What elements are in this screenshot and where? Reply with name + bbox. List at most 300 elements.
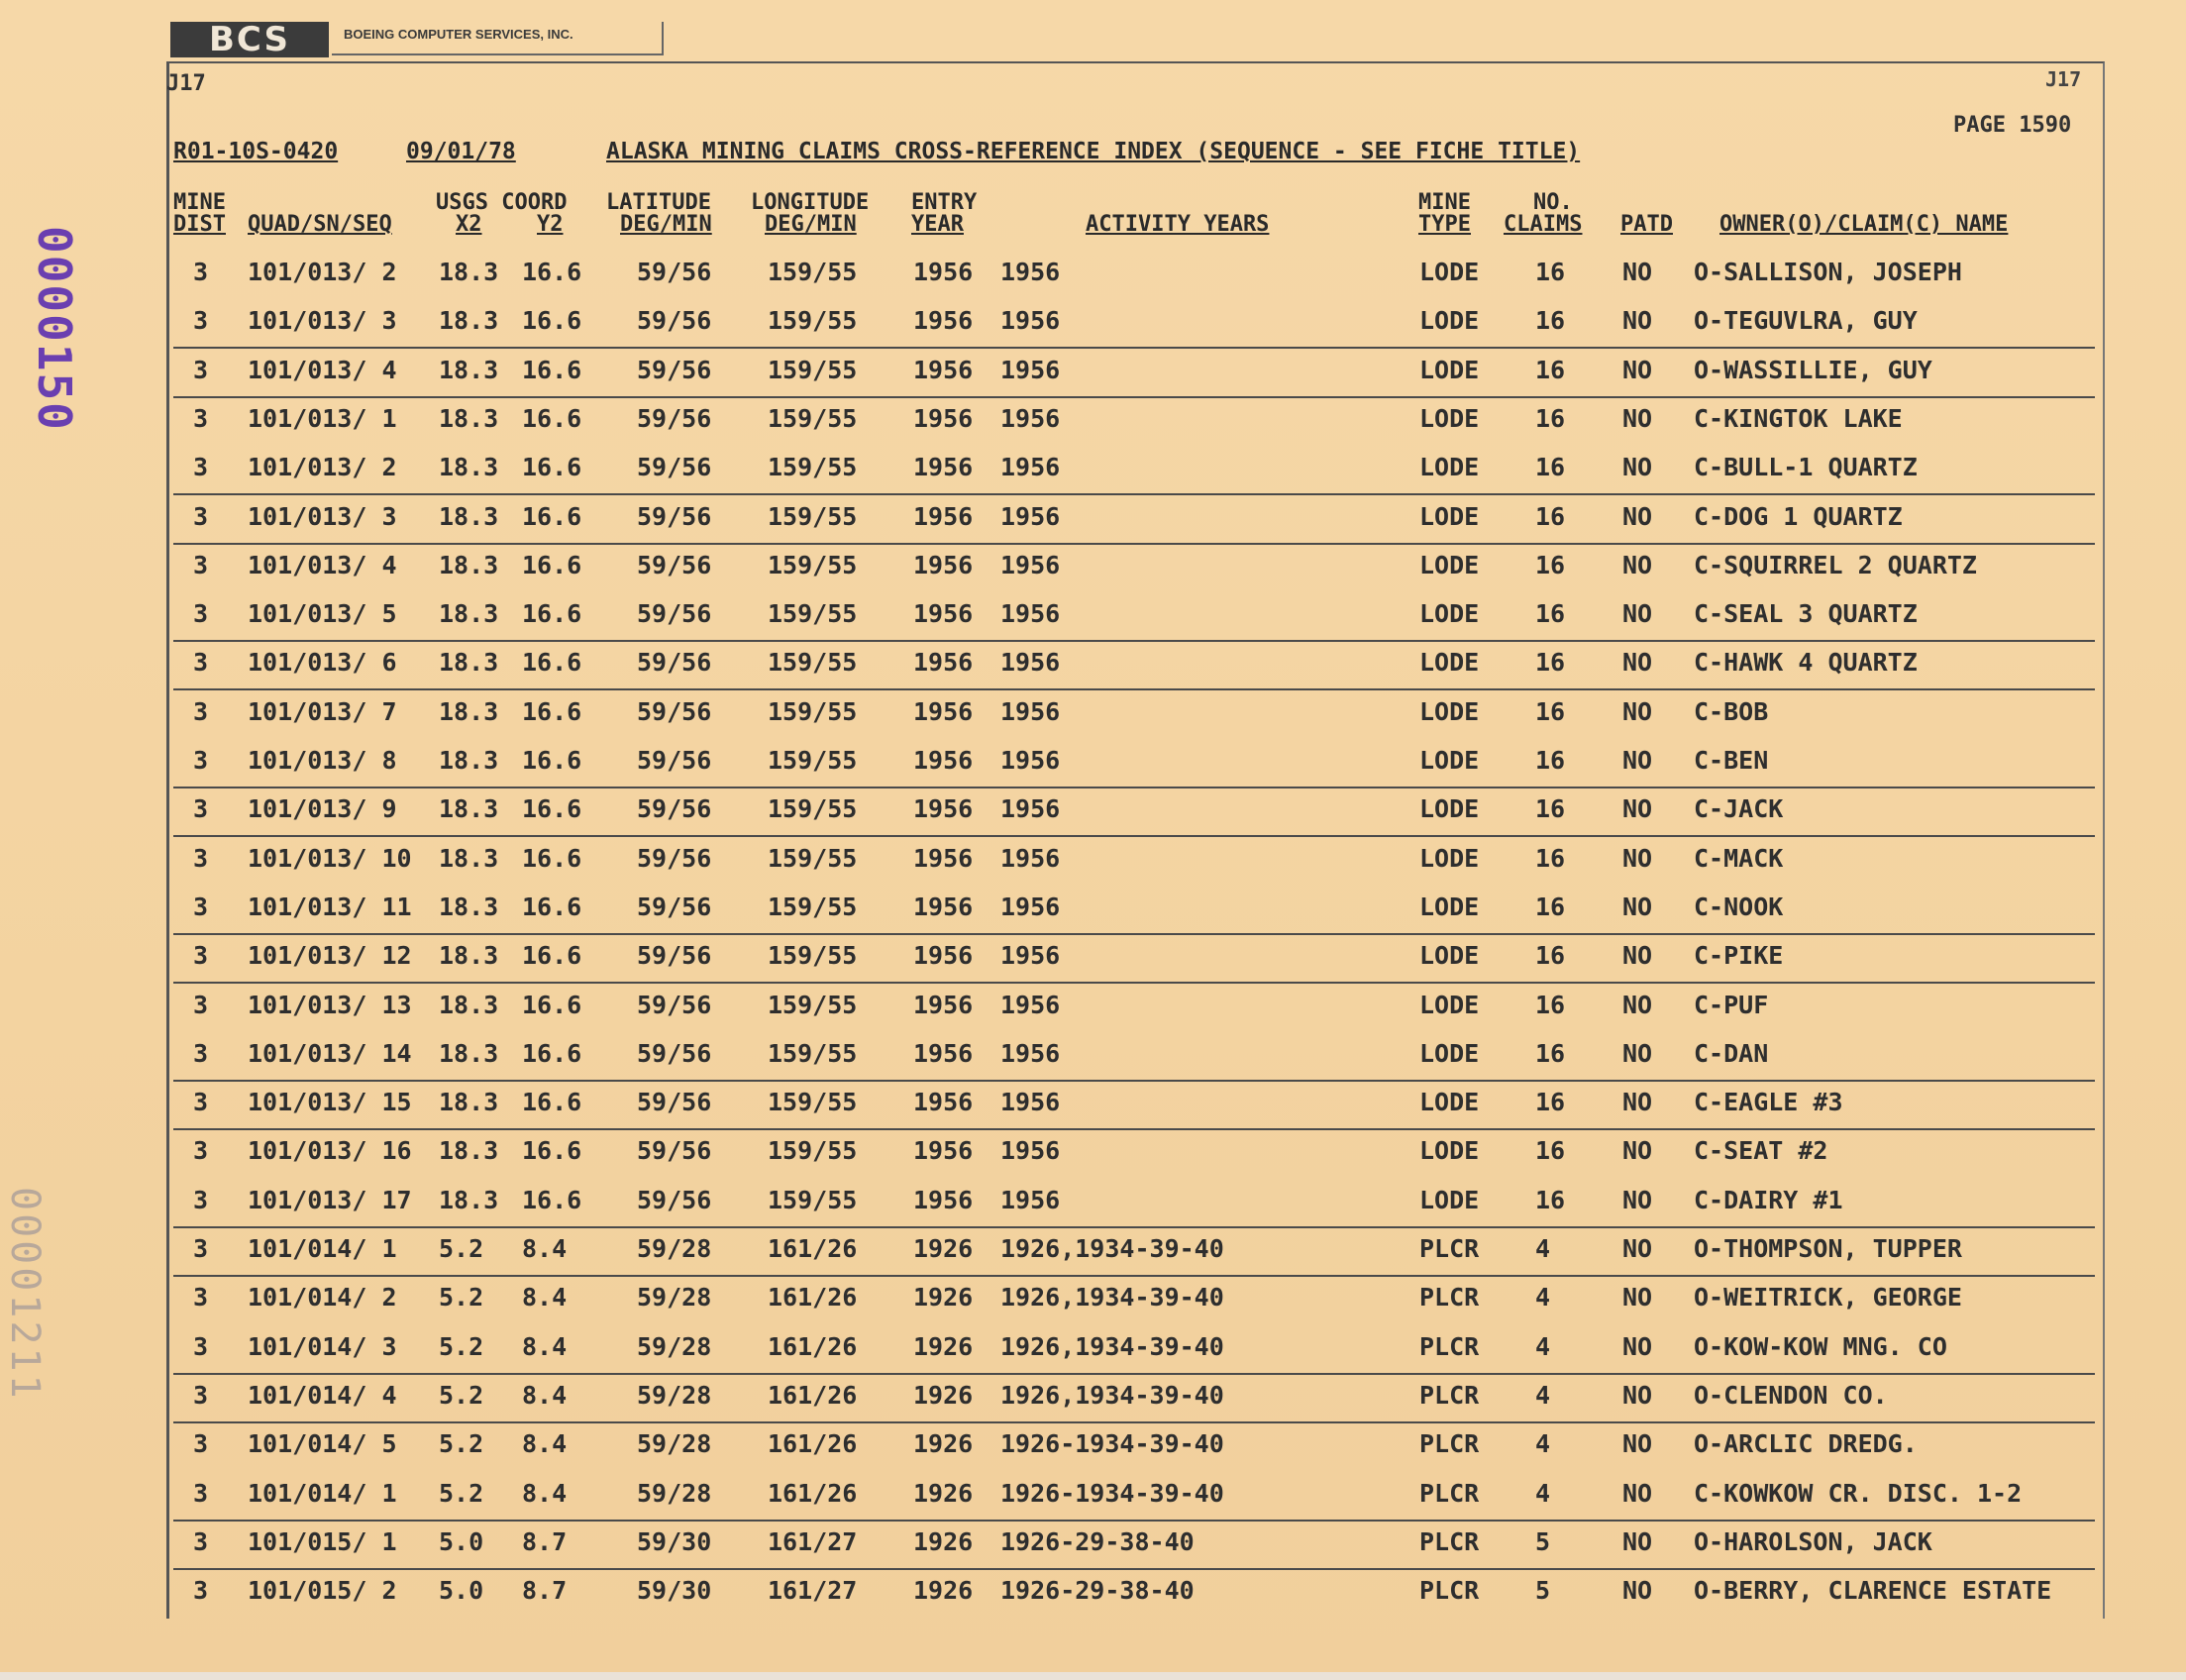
cell-usgs-y: 8.4 [522,1283,568,1312]
cell-usgs-y: 16.6 [522,746,582,775]
cell-claims-count: 16 [1535,794,1566,823]
cell-activity-years: 1956 [1000,404,1061,433]
cell-entry-year: 1956 [913,306,974,335]
cell-longitude: 159/55 [768,453,858,481]
cell-usgs-y: 16.6 [522,991,582,1019]
cell-usgs-x: 18.3 [439,404,499,433]
cell-owner-claim-name: C-DAN [1694,1039,1769,1068]
cell-patented: NO [1622,404,1653,433]
cell-longitude: 159/55 [768,1186,858,1214]
cell-mine-type: LODE [1419,306,1480,335]
cell-entry-year: 1926 [913,1429,974,1458]
cell-usgs-x: 5.2 [439,1332,484,1361]
cell-claims-count: 4 [1535,1381,1551,1410]
cell-activity-years: 1956 [1000,844,1061,873]
cell-claims-count: 4 [1535,1429,1551,1458]
cell-latitude: 59/28 [637,1381,712,1410]
table-row [173,1421,2095,1470]
cell-longitude: 159/55 [768,794,858,823]
cell-quad-sn-seq: 101/013/ 2 [248,453,397,481]
cell-longitude: 161/26 [768,1381,858,1410]
table-row [173,1471,2095,1522]
cell-activity-years: 1926-29-38-40 [1000,1576,1195,1605]
cell-usgs-y: 16.6 [522,599,582,628]
cell-latitude: 59/56 [637,306,712,335]
cell-entry-year: 1926 [913,1381,974,1410]
table-row [173,1275,2095,1323]
cell-claims-count: 16 [1535,1039,1566,1068]
cell-owner-claim-name: C-KINGTOK LAKE [1694,404,1903,433]
cell-latitude: 59/56 [637,551,712,579]
cell-entry-year: 1956 [913,991,974,1019]
cell-mine-dist: 3 [193,844,209,873]
company-name: BOEING COMPUTER SERVICES, INC. [332,22,664,55]
cell-activity-years: 1956 [1000,258,1061,286]
cell-latitude: 59/30 [637,1576,712,1605]
cell-patented: NO [1622,502,1653,531]
cell-owner-claim-name: C-HAWK 4 QUARTZ [1694,648,1918,677]
cell-longitude: 161/26 [768,1332,858,1361]
cell-usgs-x: 18.3 [439,1186,499,1214]
cell-usgs-y: 8.4 [522,1479,568,1508]
cell-patented: NO [1622,599,1653,628]
cell-mine-dist: 3 [193,599,209,628]
header-claims-1: NO. [1533,190,1573,215]
cell-usgs-y: 16.6 [522,1039,582,1068]
cell-usgs-x: 18.3 [439,258,499,286]
cell-usgs-y: 16.6 [522,697,582,726]
cell-mine-type: PLCR [1419,1332,1480,1361]
cell-usgs-y: 8.4 [522,1234,568,1263]
header-usgs: USGS COORD [436,190,568,215]
cell-usgs-y: 16.6 [522,356,582,384]
cell-mine-type: PLCR [1419,1234,1480,1263]
cell-quad-sn-seq: 101/013/ 7 [248,697,397,726]
cell-patented: NO [1622,648,1653,677]
cell-mine-type: PLCR [1419,1479,1480,1508]
cell-owner-claim-name: C-MACK [1694,844,1784,873]
cell-mine-type: LODE [1419,648,1480,677]
cell-mine-type: LODE [1419,1039,1480,1068]
cell-mine-dist: 3 [193,697,209,726]
header-mine-dist-1: MINE [173,190,226,215]
cell-mine-type: LODE [1419,991,1480,1019]
cell-patented: NO [1622,1186,1653,1214]
cell-mine-type: LODE [1419,1088,1480,1116]
cell-mine-type: LODE [1419,941,1480,970]
cell-claims-count: 16 [1535,306,1566,335]
cell-owner-claim-name: C-DAIRY #1 [1694,1186,1843,1214]
cell-quad-sn-seq: 101/014/ 5 [248,1429,397,1458]
cell-longitude: 161/27 [768,1527,858,1556]
cell-mine-dist: 3 [193,794,209,823]
cell-activity-years: 1926,1934-39-40 [1000,1381,1224,1410]
cell-quad-sn-seq: 101/013/ 12 [248,941,412,970]
cell-activity-years: 1956 [1000,502,1061,531]
table-row [173,836,2095,885]
cell-owner-claim-name: C-BOB [1694,697,1769,726]
cell-quad-sn-seq: 101/014/ 1 [248,1234,397,1263]
cell-usgs-x: 18.3 [439,1039,499,1068]
table-row [173,1226,2095,1277]
cell-entry-year: 1956 [913,453,974,481]
cell-claims-count: 16 [1535,648,1566,677]
cell-claims-count: 16 [1535,356,1566,384]
cell-quad-sn-seq: 101/013/ 3 [248,306,397,335]
cell-mine-dist: 3 [193,1136,209,1165]
cell-longitude: 159/55 [768,1039,858,1068]
header-entry: ENTRY [911,190,978,215]
page-number: PAGE 1590 [1953,113,2072,138]
header-owner: OWNER(O)/CLAIM(C) NAME [1719,212,2009,237]
cell-usgs-x: 18.3 [439,892,499,921]
cell-longitude: 159/55 [768,1088,858,1116]
cell-quad-sn-seq: 101/013/ 9 [248,794,397,823]
cell-quad-sn-seq: 101/013/ 15 [248,1088,412,1116]
cell-latitude: 59/56 [637,356,712,384]
cell-mine-dist: 3 [193,1527,209,1556]
cell-mine-type: PLCR [1419,1576,1480,1605]
cell-activity-years: 1956 [1000,1136,1061,1165]
cell-owner-claim-name: O-THOMPSON, TUPPER [1694,1234,1962,1263]
cell-usgs-x: 18.3 [439,844,499,873]
cell-usgs-y: 8.7 [522,1576,568,1605]
cell-entry-year: 1956 [913,258,974,286]
cell-quad-sn-seq: 101/014/ 1 [248,1479,397,1508]
cell-usgs-x: 18.3 [439,306,499,335]
header-longitude-unit: DEG/MIN [765,212,857,237]
cell-mine-type: LODE [1419,746,1480,775]
cell-latitude: 59/28 [637,1283,712,1312]
cell-mine-type: PLCR [1419,1429,1480,1458]
header-quad: QUAD/SN/SEQ [248,212,392,237]
cell-entry-year: 1956 [913,941,974,970]
cell-mine-type: PLCR [1419,1283,1480,1312]
cell-claims-count: 4 [1535,1234,1551,1263]
cell-entry-year: 1956 [913,1136,974,1165]
cell-usgs-y: 16.6 [522,892,582,921]
cell-quad-sn-seq: 101/013/ 13 [248,991,412,1019]
table-row [173,591,2095,642]
cell-mine-dist: 3 [193,551,209,579]
cell-latitude: 59/56 [637,1136,712,1165]
cell-entry-year: 1956 [913,599,974,628]
cell-mine-type: LODE [1419,599,1480,628]
table-row [173,494,2095,545]
cell-quad-sn-seq: 101/015/ 2 [248,1576,397,1605]
cell-activity-years: 1956 [1000,599,1061,628]
cell-owner-claim-name: C-PUF [1694,991,1769,1019]
cell-claims-count: 4 [1535,1479,1551,1508]
cell-latitude: 59/56 [637,746,712,775]
cell-usgs-x: 18.3 [439,453,499,481]
cell-usgs-y: 8.4 [522,1332,568,1361]
cell-longitude: 159/55 [768,551,858,579]
cell-usgs-x: 18.3 [439,746,499,775]
header-mine-dist-2: DIST [173,212,226,237]
cell-activity-years: 1956 [1000,551,1061,579]
cell-quad-sn-seq: 101/014/ 3 [248,1332,397,1361]
cell-longitude: 159/55 [768,306,858,335]
cell-activity-years: 1926-1934-39-40 [1000,1429,1224,1458]
cell-claims-count: 16 [1535,941,1566,970]
cell-usgs-y: 16.6 [522,502,582,531]
header-latitude: LATITUDE [606,190,711,215]
table-row [173,298,2095,349]
cell-entry-year: 1956 [913,794,974,823]
cell-claims-count: 16 [1535,551,1566,579]
cell-usgs-x: 18.3 [439,648,499,677]
cell-quad-sn-seq: 101/013/ 3 [248,502,397,531]
header-claims-2: CLAIMS [1504,212,1583,237]
sheet-edge [0,1672,2186,1680]
cell-usgs-y: 8.4 [522,1429,568,1458]
cell-activity-years: 1956 [1000,746,1061,775]
cell-mine-dist: 3 [193,1088,209,1116]
cell-usgs-y: 16.6 [522,258,582,286]
header-activity: ACTIVITY YEARS [1086,212,1270,237]
cell-activity-years: 1926-1934-39-40 [1000,1479,1224,1508]
cell-patented: NO [1622,1136,1653,1165]
cell-mine-dist: 3 [193,356,209,384]
cell-owner-claim-name: C-PIKE [1694,941,1784,970]
cell-claims-count: 5 [1535,1527,1551,1556]
cell-mine-dist: 3 [193,502,209,531]
cell-longitude: 159/55 [768,356,858,384]
table-row [173,885,2095,935]
cell-longitude: 159/55 [768,502,858,531]
cell-mine-type: LODE [1419,697,1480,726]
cell-quad-sn-seq: 101/013/ 17 [248,1186,412,1214]
cell-quad-sn-seq: 101/014/ 2 [248,1283,397,1312]
cell-claims-count: 16 [1535,1136,1566,1165]
cell-activity-years: 1956 [1000,794,1061,823]
cell-mine-dist: 3 [193,1283,209,1312]
cell-patented: NO [1622,794,1653,823]
cell-patented: NO [1622,1283,1653,1312]
cell-longitude: 159/55 [768,404,858,433]
cell-mine-dist: 3 [193,258,209,286]
header-usgs-x: X2 [456,212,482,237]
cell-entry-year: 1956 [913,404,974,433]
cell-claims-count: 16 [1535,892,1566,921]
cell-activity-years: 1956 [1000,1088,1061,1116]
cell-latitude: 59/56 [637,453,712,481]
cell-latitude: 59/56 [637,1039,712,1068]
cell-owner-claim-name: O-KOW-KOW MNG. CO [1694,1332,1947,1361]
cell-claims-count: 16 [1535,599,1566,628]
bcs-logo: BCS [170,22,329,57]
cell-patented: NO [1622,697,1653,726]
cell-activity-years: 1956 [1000,306,1061,335]
cell-entry-year: 1926 [913,1479,974,1508]
cell-patented: NO [1622,892,1653,921]
cell-mine-dist: 3 [193,648,209,677]
cell-usgs-y: 16.6 [522,794,582,823]
cell-mine-dist: 3 [193,991,209,1019]
cell-entry-year: 1956 [913,502,974,531]
cell-owner-claim-name: O-TEGUVLRA, GUY [1694,306,1918,335]
table-row [173,348,2095,398]
cell-patented: NO [1622,356,1653,384]
cell-patented: NO [1622,551,1653,579]
cell-entry-year: 1926 [913,1234,974,1263]
cell-mine-dist: 3 [193,1381,209,1410]
table-row [173,787,2095,837]
cell-owner-claim-name: O-CLENDON CO. [1694,1381,1888,1410]
cell-usgs-y: 16.6 [522,306,582,335]
cell-latitude: 59/56 [637,844,712,873]
table-row [173,933,2095,984]
report-id: R01-10S-0420 [173,139,339,164]
cell-quad-sn-seq: 101/013/ 4 [248,551,397,579]
cell-activity-years: 1926,1934-39-40 [1000,1332,1224,1361]
cell-usgs-y: 8.7 [522,1527,568,1556]
cell-longitude: 161/26 [768,1283,858,1312]
table-row [173,983,2095,1031]
cell-mine-dist: 3 [193,1234,209,1263]
cell-activity-years: 1956 [1000,1039,1061,1068]
cell-patented: NO [1622,1234,1653,1263]
cell-entry-year: 1956 [913,892,974,921]
cell-usgs-x: 18.3 [439,551,499,579]
cell-mine-dist: 3 [193,1479,209,1508]
cell-mine-dist: 3 [193,306,209,335]
cell-owner-claim-name: C-SQUIRREL 2 QUARTZ [1694,551,1977,579]
cell-mine-dist: 3 [193,1332,209,1361]
cell-usgs-x: 5.2 [439,1429,484,1458]
cell-mine-type: PLCR [1419,1527,1480,1556]
table-row [173,1520,2095,1570]
cell-longitude: 161/27 [768,1576,858,1605]
cell-activity-years: 1926,1934-39-40 [1000,1283,1224,1312]
cell-latitude: 59/56 [637,991,712,1019]
cell-usgs-x: 18.3 [439,941,499,970]
cell-claims-count: 16 [1535,991,1566,1019]
cell-patented: NO [1622,1576,1653,1605]
cell-latitude: 59/56 [637,258,712,286]
table-row [173,1031,2095,1082]
cell-mine-type: LODE [1419,1136,1480,1165]
cell-latitude: 59/28 [637,1234,712,1263]
cell-usgs-x: 18.3 [439,991,499,1019]
cell-patented: NO [1622,1088,1653,1116]
cell-mine-type: LODE [1419,356,1480,384]
cell-usgs-x: 5.2 [439,1381,484,1410]
cell-owner-claim-name: C-KOWKOW CR. DISC. 1-2 [1694,1479,2023,1508]
cell-mine-dist: 3 [193,892,209,921]
cell-longitude: 159/55 [768,599,858,628]
header-longitude: LONGITUDE [751,190,870,215]
cell-owner-claim-name: O-WASSILLIE, GUY [1694,356,1932,384]
cell-usgs-x: 18.3 [439,1136,499,1165]
cell-activity-years: 1956 [1000,941,1061,970]
cell-usgs-y: 16.6 [522,1186,582,1214]
cell-quad-sn-seq: 101/013/ 8 [248,746,397,775]
header-patd: PATD [1620,212,1673,237]
cell-usgs-y: 16.6 [522,1088,582,1116]
fiche-tag-right: J17 [2045,67,2082,91]
table-row [173,689,2095,738]
table-row [173,1080,2095,1130]
cell-activity-years: 1956 [1000,697,1061,726]
cell-owner-claim-name: O-HAROLSON, JACK [1694,1527,1932,1556]
cell-longitude: 159/55 [768,844,858,873]
table-row [173,250,2095,298]
cell-patented: NO [1622,746,1653,775]
cell-patented: NO [1622,1332,1653,1361]
cell-latitude: 59/56 [637,892,712,921]
table-row [173,1178,2095,1228]
cell-usgs-y: 16.6 [522,551,582,579]
cell-entry-year: 1926 [913,1527,974,1556]
cell-mine-type: LODE [1419,551,1480,579]
fiche-tag-left: J17 [166,71,206,96]
cell-patented: NO [1622,941,1653,970]
table-row [173,396,2095,445]
cell-activity-years: 1956 [1000,648,1061,677]
cell-claims-count: 16 [1535,502,1566,531]
cell-usgs-x: 5.2 [439,1479,484,1508]
cell-usgs-y: 16.6 [522,1136,582,1165]
frame-number-stamp: 0000150 [28,226,81,432]
header-mine-type-1: MINE [1418,190,1471,215]
cell-entry-year: 1956 [913,1039,974,1068]
cell-quad-sn-seq: 101/013/ 14 [248,1039,412,1068]
cell-longitude: 159/55 [768,258,858,286]
cell-mine-dist: 3 [193,453,209,481]
cell-quad-sn-seq: 101/014/ 4 [248,1381,397,1410]
cell-claims-count: 5 [1535,1576,1551,1605]
table-row [173,640,2095,690]
cell-latitude: 59/56 [637,1186,712,1214]
cell-owner-claim-name: O-BERRY, CLARENCE ESTATE [1694,1576,2052,1605]
cell-quad-sn-seq: 101/013/ 10 [248,844,412,873]
table-row [173,1373,2095,1423]
cell-latitude: 59/56 [637,1088,712,1116]
header-mine-type-2: TYPE [1418,212,1471,237]
cell-claims-count: 16 [1535,697,1566,726]
sheet-number-stamp: 00001211 [2,1187,48,1402]
cell-latitude: 59/30 [637,1527,712,1556]
cell-owner-claim-name: C-BULL-1 QUARTZ [1694,453,1918,481]
cell-owner-claim-name: O-SALLISON, JOSEPH [1694,258,1962,286]
cell-entry-year: 1956 [913,648,974,677]
cell-entry-year: 1956 [913,844,974,873]
cell-claims-count: 4 [1535,1283,1551,1312]
cell-latitude: 59/56 [637,697,712,726]
cell-patented: NO [1622,258,1653,286]
cell-patented: NO [1622,1381,1653,1410]
cell-mine-type: LODE [1419,844,1480,873]
cell-owner-claim-name: C-DOG 1 QUARTZ [1694,502,1903,531]
cell-entry-year: 1956 [913,1186,974,1214]
table-row [173,543,2095,591]
cell-latitude: 59/28 [637,1479,712,1508]
table-row [173,1568,2095,1617]
cell-quad-sn-seq: 101/013/ 1 [248,404,397,433]
cell-entry-year: 1956 [913,746,974,775]
cell-claims-count: 4 [1535,1332,1551,1361]
cell-longitude: 159/55 [768,697,858,726]
cell-entry-year: 1926 [913,1332,974,1361]
cell-latitude: 59/28 [637,1429,712,1458]
header-latitude-unit: DEG/MIN [620,212,712,237]
cell-longitude: 159/55 [768,648,858,677]
cell-entry-year: 1926 [913,1576,974,1605]
table-row [173,738,2095,788]
table-row [173,1128,2095,1177]
